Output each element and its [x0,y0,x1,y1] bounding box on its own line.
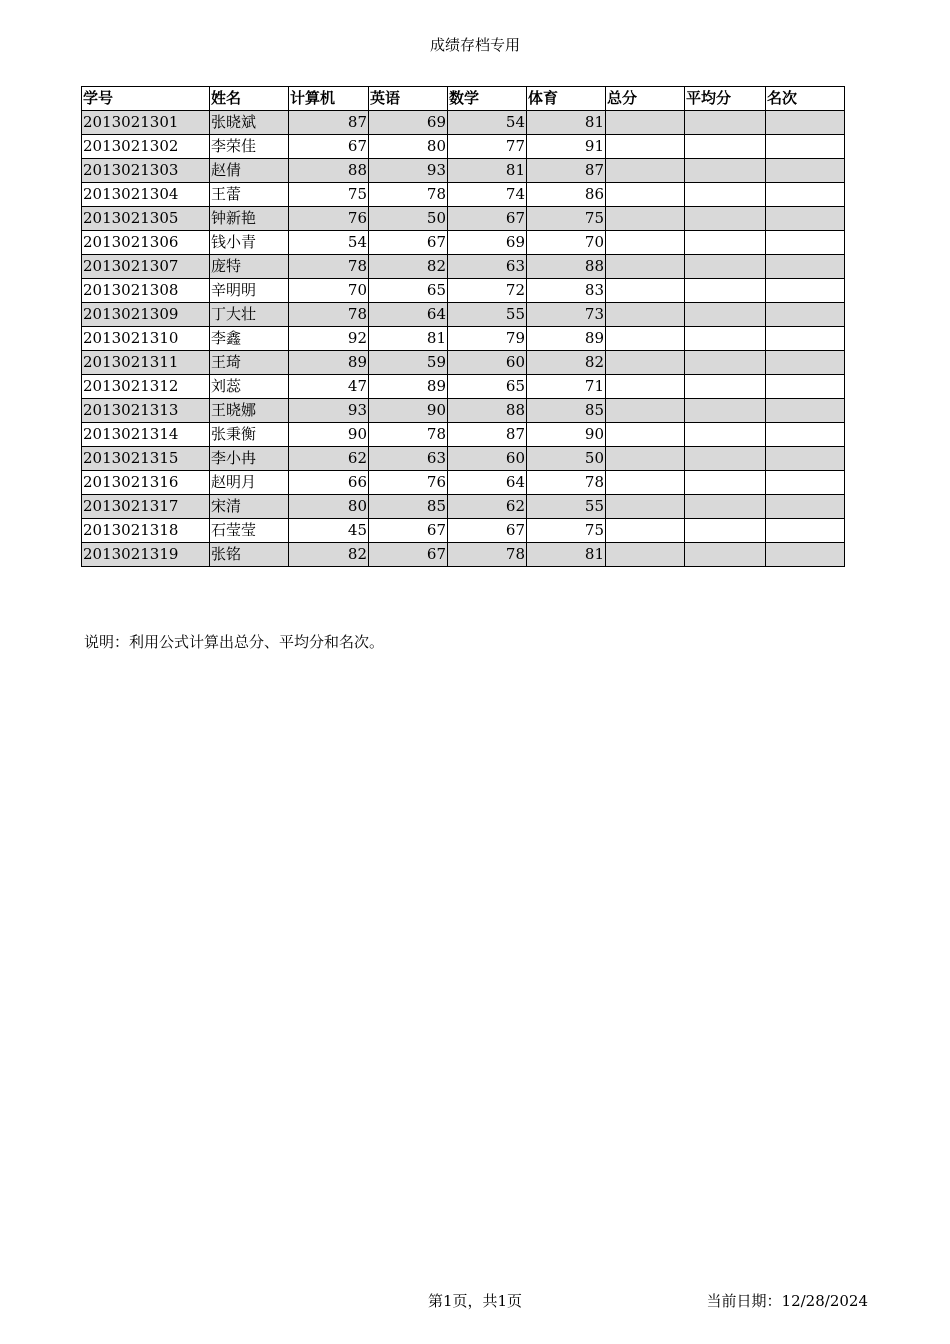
cell-average[interactable] [685,327,766,351]
cell-total[interactable] [606,183,685,207]
cell-name[interactable]: 庞特 [210,255,289,279]
cell-computer-score[interactable]: 54 [289,231,369,255]
cell-average[interactable] [685,135,766,159]
cell-english-score[interactable]: 59 [369,351,448,375]
cell-average[interactable] [685,543,766,567]
cell-average[interactable] [685,471,766,495]
cell-math-score[interactable]: 65 [448,375,527,399]
cell-total[interactable] [606,471,685,495]
cell-name[interactable]: 辛明明 [210,279,289,303]
cell-english-score[interactable]: 93 [369,159,448,183]
cell-pe-score[interactable]: 86 [527,183,606,207]
cell-rank[interactable] [766,111,845,135]
cell-pe-score[interactable]: 91 [527,135,606,159]
cell-student-id[interactable]: 2013021311 [82,351,210,375]
cell-student-id[interactable]: 2013021301 [82,111,210,135]
cell-english-score[interactable]: 85 [369,495,448,519]
cell-computer-score[interactable]: 62 [289,447,369,471]
cell-average[interactable] [685,111,766,135]
table-row [82,135,845,159]
cell-english-score[interactable]: 76 [369,471,448,495]
cell-pe-score[interactable]: 85 [527,399,606,423]
cell-english-score[interactable]: 63 [369,447,448,471]
cell-pe-score[interactable]: 83 [527,279,606,303]
cell-total[interactable] [606,447,685,471]
cell-rank[interactable] [766,135,845,159]
cell-computer-score[interactable]: 92 [289,327,369,351]
cell-math-score[interactable]: 87 [448,423,527,447]
cell-english-score[interactable]: 82 [369,255,448,279]
table-row [82,183,845,207]
col-header-english[interactable]: 英语 [369,87,448,111]
cell-pe-score[interactable]: 78 [527,471,606,495]
instruction-note: 说明：利用公式计算出总分、平均分和名次。 [84,633,385,651]
cell-computer-score[interactable]: 82 [289,543,369,567]
table-row [82,495,845,519]
cell-math-score[interactable]: 67 [448,207,527,231]
cell-name[interactable]: 张秉衡 [210,423,289,447]
col-header-math[interactable]: 数学 [448,87,527,111]
cell-average[interactable] [685,447,766,471]
cell-pe-score[interactable]: 90 [527,423,606,447]
table-row [82,207,845,231]
cell-computer-score[interactable]: 87 [289,111,369,135]
table-row [82,423,845,447]
cell-pe-score[interactable]: 75 [527,207,606,231]
cell-rank[interactable] [766,375,845,399]
cell-rank[interactable] [766,183,845,207]
cell-student-id[interactable]: 2013021307 [82,255,210,279]
cell-student-id[interactable]: 2013021306 [82,231,210,255]
cell-pe-score[interactable]: 81 [527,111,606,135]
page-number: 第1页，共1页 [427,1292,523,1310]
cell-rank[interactable] [766,399,845,423]
cell-average[interactable] [685,495,766,519]
cell-rank[interactable] [766,351,845,375]
cell-average[interactable] [685,183,766,207]
cell-student-id[interactable]: 2013021314 [82,423,210,447]
cell-name[interactable]: 王晓娜 [210,399,289,423]
cell-math-score[interactable]: 81 [448,159,527,183]
cell-rank[interactable] [766,207,845,231]
cell-student-id[interactable]: 2013021312 [82,375,210,399]
cell-total[interactable] [606,351,685,375]
table-row [82,255,845,279]
cell-rank[interactable] [766,279,845,303]
cell-computer-score[interactable]: 89 [289,351,369,375]
cell-english-score[interactable]: 78 [369,183,448,207]
cell-total[interactable] [606,207,685,231]
cell-math-score[interactable]: 55 [448,303,527,327]
cell-name[interactable]: 丁大壮 [210,303,289,327]
cell-math-score[interactable]: 88 [448,399,527,423]
cell-computer-score[interactable]: 78 [289,303,369,327]
cell-total[interactable] [606,303,685,327]
table-row [82,375,845,399]
cell-pe-score[interactable]: 89 [527,327,606,351]
cell-total[interactable] [606,135,685,159]
table-row [82,303,845,327]
cell-total[interactable] [606,399,685,423]
cell-computer-score[interactable]: 45 [289,519,369,543]
cell-student-id[interactable]: 2013021319 [82,543,210,567]
cell-name[interactable]: 刘蕊 [210,375,289,399]
cell-math-score[interactable]: 54 [448,111,527,135]
cell-name[interactable]: 张铭 [210,543,289,567]
cell-english-score[interactable]: 65 [369,279,448,303]
cell-rank[interactable] [766,327,845,351]
cell-english-score[interactable]: 64 [369,303,448,327]
cell-student-id[interactable]: 2013021316 [82,471,210,495]
cell-math-score[interactable]: 60 [448,351,527,375]
table-row [82,399,845,423]
cell-student-id[interactable]: 2013021308 [82,279,210,303]
cell-name[interactable]: 李小冉 [210,447,289,471]
cell-student-id[interactable]: 2013021313 [82,399,210,423]
cell-rank[interactable] [766,231,845,255]
cell-average[interactable] [685,375,766,399]
cell-total[interactable] [606,159,685,183]
cell-average[interactable] [685,207,766,231]
cell-student-id[interactable]: 2013021303 [82,159,210,183]
cell-total[interactable] [606,279,685,303]
cell-pe-score[interactable]: 55 [527,495,606,519]
cell-total[interactable] [606,111,685,135]
table-row [82,231,845,255]
cell-rank[interactable] [766,519,845,543]
cell-english-score[interactable]: 90 [369,399,448,423]
cell-computer-score[interactable]: 90 [289,423,369,447]
col-header-student-id[interactable]: 学号 [82,87,210,111]
cell-average[interactable] [685,399,766,423]
cell-english-score[interactable]: 78 [369,423,448,447]
cell-total[interactable] [606,375,685,399]
cell-math-score[interactable]: 78 [448,543,527,567]
cell-math-score[interactable]: 62 [448,495,527,519]
table-row [82,447,845,471]
cell-english-score[interactable]: 89 [369,375,448,399]
cell-rank[interactable] [766,255,845,279]
table-row [82,351,845,375]
cell-total[interactable] [606,231,685,255]
cell-english-score[interactable]: 81 [369,327,448,351]
cell-name[interactable]: 宋清 [210,495,289,519]
cell-name[interactable]: 钟新艳 [210,207,289,231]
cell-computer-score[interactable]: 78 [289,255,369,279]
cell-math-score[interactable]: 69 [448,231,527,255]
cell-math-score[interactable]: 67 [448,519,527,543]
cell-math-score[interactable]: 79 [448,327,527,351]
cell-name[interactable]: 王琦 [210,351,289,375]
cell-name[interactable]: 李荣佳 [210,135,289,159]
cell-computer-score[interactable]: 70 [289,279,369,303]
cell-english-score[interactable]: 50 [369,207,448,231]
cell-student-id[interactable]: 2013021317 [82,495,210,519]
cell-rank[interactable] [766,471,845,495]
cell-average[interactable] [685,159,766,183]
header-row [82,87,845,111]
table-row [82,543,845,567]
cell-pe-score[interactable]: 70 [527,231,606,255]
table-row [82,519,845,543]
cell-name[interactable]: 李鑫 [210,327,289,351]
cell-computer-score[interactable]: 80 [289,495,369,519]
cell-computer-score[interactable]: 75 [289,183,369,207]
current-date: 当前日期：12/28/2024 [706,1292,868,1310]
cell-pe-score[interactable]: 88 [527,255,606,279]
cell-rank[interactable] [766,447,845,471]
cell-computer-score[interactable]: 76 [289,207,369,231]
cell-student-id[interactable]: 2013021305 [82,207,210,231]
cell-total[interactable] [606,543,685,567]
cell-math-score[interactable]: 74 [448,183,527,207]
cell-total[interactable] [606,255,685,279]
cell-pe-score[interactable]: 87 [527,159,606,183]
cell-average[interactable] [685,303,766,327]
cell-math-score[interactable]: 63 [448,255,527,279]
col-header-average[interactable]: 平均分 [685,87,766,111]
col-header-rank[interactable]: 名次 [766,87,845,111]
cell-english-score[interactable]: 67 [369,519,448,543]
col-header-computer[interactable]: 计算机 [289,87,369,111]
cell-pe-score[interactable]: 50 [527,447,606,471]
page-header: 成绩存档专用 [429,36,520,54]
cell-pe-score[interactable]: 81 [527,543,606,567]
cell-english-score[interactable]: 80 [369,135,448,159]
cell-average[interactable] [685,231,766,255]
cell-rank[interactable] [766,495,845,519]
cell-pe-score[interactable]: 73 [527,303,606,327]
cell-computer-score[interactable]: 47 [289,375,369,399]
cell-computer-score[interactable]: 88 [289,159,369,183]
cell-pe-score[interactable]: 82 [527,351,606,375]
table-row [82,327,845,351]
cell-name[interactable]: 赵倩 [210,159,289,183]
cell-name[interactable]: 石莹莹 [210,519,289,543]
cell-average[interactable] [685,423,766,447]
cell-computer-score[interactable]: 67 [289,135,369,159]
cell-average[interactable] [685,255,766,279]
cell-student-id[interactable]: 2013021318 [82,519,210,543]
cell-student-id[interactable]: 2013021309 [82,303,210,327]
cell-computer-score[interactable]: 93 [289,399,369,423]
cell-math-score[interactable]: 72 [448,279,527,303]
cell-english-score[interactable]: 69 [369,111,448,135]
cell-student-id[interactable]: 2013021310 [82,327,210,351]
cell-name[interactable]: 张晓斌 [210,111,289,135]
cell-pe-score[interactable]: 71 [527,375,606,399]
cell-rank[interactable] [766,159,845,183]
cell-math-score[interactable]: 77 [448,135,527,159]
cell-rank[interactable] [766,543,845,567]
table-row [82,279,845,303]
cell-average[interactable] [685,519,766,543]
cell-english-score[interactable]: 67 [369,231,448,255]
cell-average[interactable] [685,279,766,303]
col-header-pe[interactable]: 体育 [527,87,606,111]
table-row [82,111,845,135]
cell-name[interactable]: 钱小青 [210,231,289,255]
cell-total[interactable] [606,327,685,351]
grades-table [81,86,845,567]
cell-total[interactable] [606,495,685,519]
cell-pe-score[interactable]: 75 [527,519,606,543]
cell-math-score[interactable]: 64 [448,471,527,495]
col-header-total[interactable]: 总分 [606,87,685,111]
table-row [82,159,845,183]
cell-average[interactable] [685,351,766,375]
cell-total[interactable] [606,519,685,543]
cell-name[interactable]: 王蕾 [210,183,289,207]
cell-english-score[interactable]: 67 [369,543,448,567]
cell-rank[interactable] [766,423,845,447]
cell-rank[interactable] [766,303,845,327]
cell-computer-score[interactable]: 66 [289,471,369,495]
cell-student-id[interactable]: 2013021304 [82,183,210,207]
table-row [82,471,845,495]
cell-math-score[interactable]: 60 [448,447,527,471]
cell-student-id[interactable]: 2013021302 [82,135,210,159]
col-header-name[interactable]: 姓名 [210,87,289,111]
cell-student-id[interactable]: 2013021315 [82,447,210,471]
cell-total[interactable] [606,423,685,447]
cell-name[interactable]: 赵明月 [210,471,289,495]
